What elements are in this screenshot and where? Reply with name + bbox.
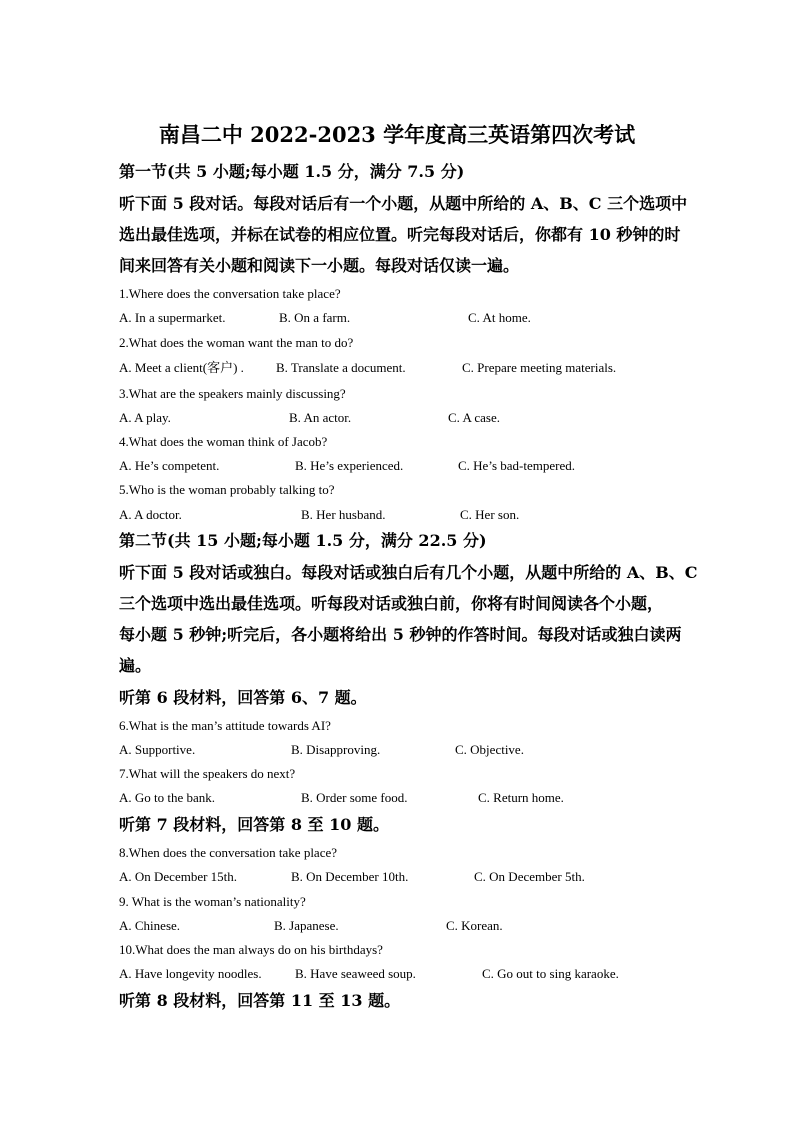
question-5-option-a: A. A doctor. bbox=[119, 507, 182, 522]
question-7-option-c: C. Return home. bbox=[478, 790, 564, 805]
question-8: 8.When does the conversation take place? bbox=[119, 845, 338, 860]
question-6: 6.What is the man’s attitude towards AI? bbox=[119, 718, 331, 733]
question-5: 5.Who is the woman probably talking to? bbox=[119, 482, 335, 497]
page-title: 南昌二中 2022-2023 学年度高三英语第四次考试 bbox=[158, 122, 636, 147]
question-2: 2.What does the woman want the man to do? bbox=[119, 335, 354, 350]
question-5-option-b: B. Her husband. bbox=[301, 507, 386, 522]
question-7-option-b: B. Order some food. bbox=[301, 790, 408, 805]
section2-instruction-line: 每小题 5 秒钟;听完后，各小题将给出 5 秒钟的作答时间。每段对话或独白读两 bbox=[119, 625, 682, 644]
question-4-option-b: B. He’s experienced. bbox=[295, 458, 404, 473]
question-4-option-c: C. He’s bad-tempered. bbox=[458, 458, 575, 473]
question-9: 9. What is the woman’s nationality? bbox=[119, 894, 306, 909]
question-10-option-c: C. Go out to sing karaoke. bbox=[482, 966, 619, 981]
question-9-option-c: C. Korean. bbox=[446, 918, 503, 933]
question-2-option-a: A. Meet a client(客户) . bbox=[119, 360, 244, 375]
question-3: 3.What are the speakers mainly discussing? bbox=[119, 386, 346, 401]
question-6-option-c: C. Objective. bbox=[455, 742, 524, 757]
question-8-option-b: B. On December 10th. bbox=[291, 869, 409, 884]
section2-instruction-line: 听下面 5 段对话或独白。每段对话或独白后有几个小题，从题中所给的 A、B、C bbox=[119, 563, 698, 582]
question-10-option-b: B. Have seaweed soup. bbox=[295, 966, 416, 981]
question-2-option-b: B. Translate a document. bbox=[276, 360, 406, 375]
question-1: 1.Where does the conversation take place? bbox=[119, 286, 341, 301]
question-3-option-a: A. A play. bbox=[119, 410, 171, 425]
question-10: 10.What does the man always do on his birthdays? bbox=[119, 942, 383, 957]
section1-heading: 第一节(共 5 小题;每小题 1.5 分，满分 7.5 分) bbox=[119, 162, 465, 181]
question-1-option-c: C. At home. bbox=[468, 310, 531, 325]
material-7-heading: 听第 7 段材料，回答第 8 至 10 题。 bbox=[119, 815, 389, 834]
section1-instruction-line: 选出最佳选项，并标在试卷的相应位置。听完每段对话后，你都有 10 秒钟的时 bbox=[119, 225, 681, 244]
question-3-option-b: B. An actor. bbox=[289, 410, 352, 425]
section2-heading: 第二节(共 15 小题;每小题 1.5 分，满分 22.5 分) bbox=[119, 531, 487, 550]
section1-instruction-line: 听下面 5 段对话。每段对话后有一个小题，从题中所给的 A、B、C 三个选项中 bbox=[119, 194, 688, 213]
section2-instruction-line: 三个选项中选出最佳选项。听每段对话或独白前，你将有时间阅读各个小题， bbox=[119, 594, 664, 613]
question-7-option-a: A. Go to the bank. bbox=[119, 790, 216, 805]
question-4: 4.What does the woman think of Jacob? bbox=[119, 434, 328, 449]
question-1-option-a: A. In a supermarket. bbox=[119, 310, 226, 325]
question-4-option-a: A. He’s competent. bbox=[119, 458, 220, 473]
question-10-option-a: A. Have longevity noodles. bbox=[119, 966, 262, 981]
question-5-option-c: C. Her son. bbox=[460, 507, 520, 522]
question-2-option-c: C. Prepare meeting materials. bbox=[462, 360, 617, 375]
question-3-option-c: C. A case. bbox=[448, 410, 500, 425]
question-9-option-b: B. Japanese. bbox=[274, 918, 339, 933]
material-8-heading: 听第 8 段材料，回答第 11 至 13 题。 bbox=[119, 991, 401, 1010]
question-9-option-a: A. Chinese. bbox=[119, 918, 181, 933]
material-6-heading: 听第 6 段材料，回答第 6、7 题。 bbox=[119, 688, 367, 707]
question-6-option-a: A. Supportive. bbox=[119, 742, 196, 757]
question-8-option-a: A. On December 15th. bbox=[119, 869, 238, 884]
section1-instruction-line: 间来回答有关小题和阅读下一小题。每段对话仅读一遍。 bbox=[119, 256, 520, 275]
question-7: 7.What will the speakers do next? bbox=[119, 766, 296, 781]
question-6-option-b: B. Disapproving. bbox=[291, 742, 381, 757]
question-8-option-c: C. On December 5th. bbox=[474, 869, 585, 884]
section2-instruction-line: 遍。 bbox=[119, 656, 152, 675]
question-1-option-b: B. On a farm. bbox=[279, 310, 351, 325]
